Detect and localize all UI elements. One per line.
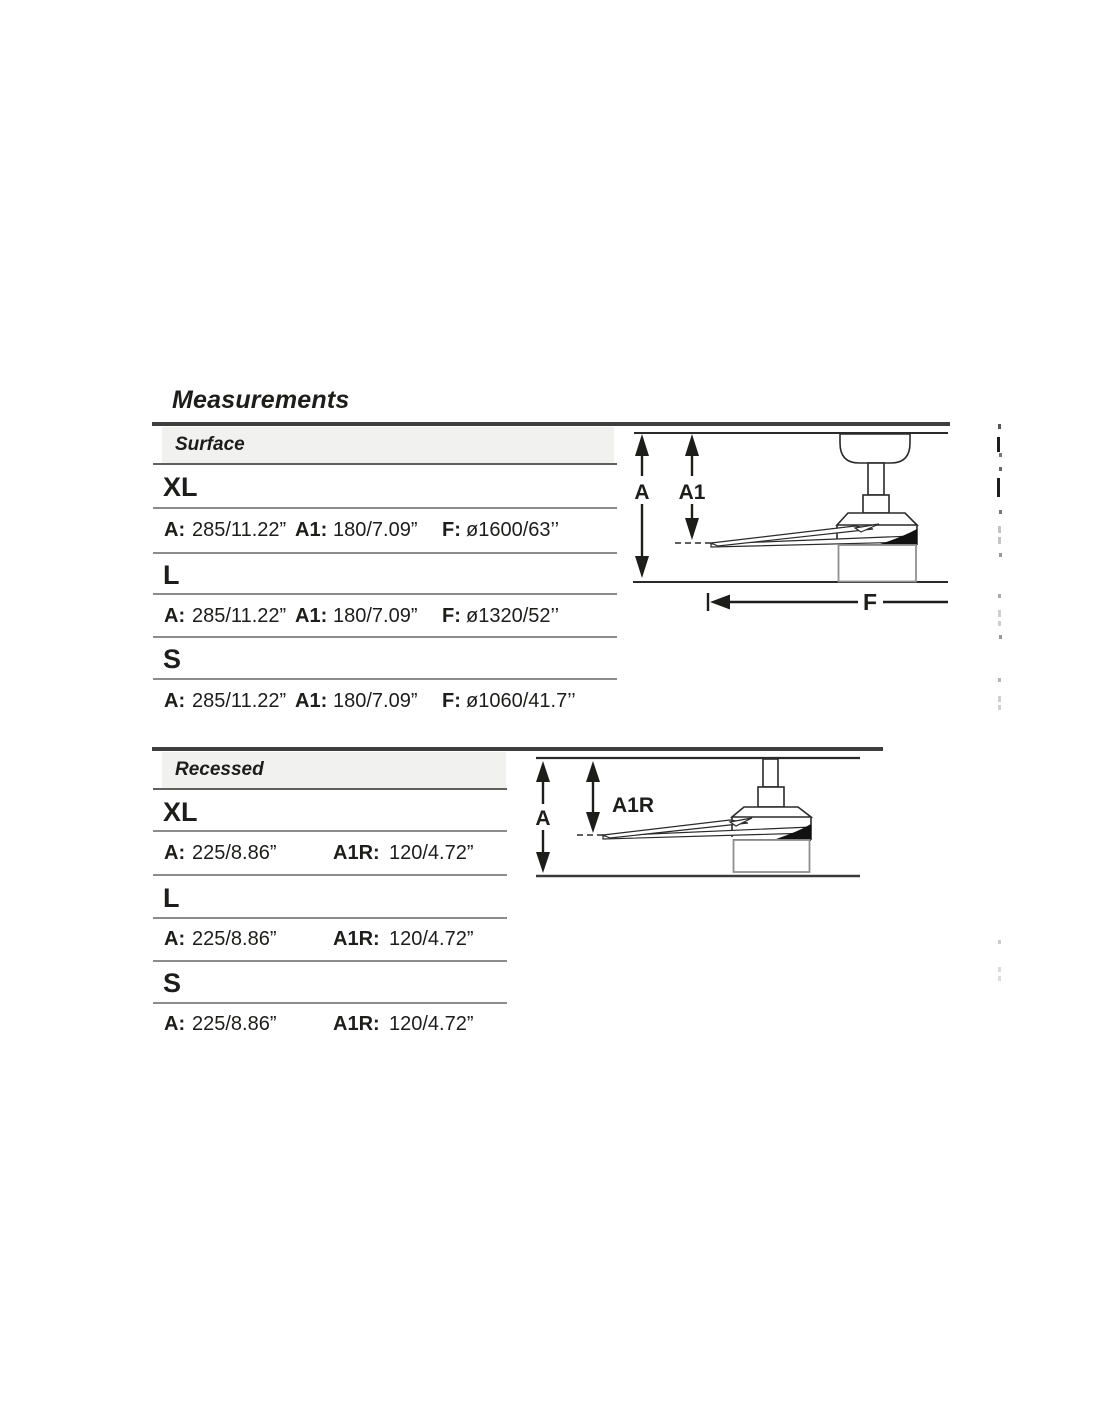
canopy <box>840 434 910 463</box>
spec-value: 120/4.72” <box>389 1013 474 1035</box>
spec-value: ø1600/63’’ <box>466 519 560 541</box>
surface-size-s: S <box>163 644 182 674</box>
spec-value: 225/8.86” <box>192 928 277 950</box>
spec-value: 120/4.72” <box>389 842 474 864</box>
spec-value: 285/11.22” <box>192 690 287 712</box>
spec-value: ø1320/52’’ <box>466 605 560 627</box>
spec-key: A: <box>164 928 186 950</box>
recessed-mounting-diagram <box>530 750 885 885</box>
spec-key: F: <box>442 690 461 712</box>
spec-key: A: <box>164 519 186 541</box>
spec-value: 180/7.09” <box>333 519 418 541</box>
recessed-size-l: L <box>163 883 180 913</box>
spec-key: A1: <box>295 690 328 712</box>
divider <box>153 593 617 595</box>
spec-key: F: <box>442 519 461 541</box>
spec-key: A1: <box>295 519 328 541</box>
rod-coupling <box>758 787 784 807</box>
spec-key: A: <box>164 1013 186 1035</box>
arrowhead-up-icon <box>586 761 600 782</box>
dim-label-a1r: A1R <box>612 794 655 817</box>
blade-tip <box>730 818 752 826</box>
dim-label-a1: A1 <box>678 481 706 504</box>
dim-arrow-a1r <box>586 761 654 833</box>
divider <box>153 507 617 509</box>
motor-top <box>732 807 811 817</box>
recessed-section-header: Recessed <box>162 752 506 788</box>
arrowhead-up-icon <box>685 434 699 456</box>
surface-size-xl: XL <box>163 472 198 502</box>
surface-section-header: Surface <box>162 427 614 463</box>
spec-value: 225/8.86” <box>192 842 277 864</box>
divider <box>153 1002 507 1004</box>
recessed-specs-s <box>152 1013 507 1037</box>
arrowhead-down-icon <box>635 556 649 578</box>
lower-housing <box>839 545 917 582</box>
surface-specs-l <box>152 605 617 629</box>
recessed-specs-xl <box>152 842 507 866</box>
divider <box>153 960 507 962</box>
surface-size-l: L <box>163 560 180 590</box>
arrowhead-up-icon <box>536 761 550 782</box>
divider <box>153 788 507 790</box>
spec-key: A1R: <box>333 928 380 950</box>
spec-value: 180/7.09” <box>333 690 418 712</box>
arrowhead-down-icon <box>536 852 550 873</box>
spec-key: A: <box>164 605 186 627</box>
divider <box>153 678 617 680</box>
divider <box>153 552 617 554</box>
spec-value: 225/8.86” <box>192 1013 277 1035</box>
divider <box>153 463 617 465</box>
surface-mounting-diagram <box>630 420 952 620</box>
downrod <box>868 463 884 495</box>
spec-value: 120/4.72” <box>389 928 474 950</box>
arrowhead-down-icon <box>586 812 600 833</box>
dim-label-f: F <box>862 589 878 615</box>
spec-value: 180/7.09” <box>333 605 418 627</box>
arrowhead-up-icon <box>635 434 649 456</box>
dim-arrow-a1 <box>675 434 710 540</box>
spec-key: A1: <box>295 605 328 627</box>
spec-key: A: <box>164 690 186 712</box>
spec-key: A1R: <box>333 1013 380 1035</box>
rod-coupling <box>863 495 889 513</box>
dim-arrow-f <box>708 589 948 615</box>
spec-key: A1R: <box>333 842 380 864</box>
dim-label-a: A <box>535 807 551 830</box>
spec-value: 285/11.22” <box>192 605 287 627</box>
motor-top <box>837 513 917 525</box>
spec-key: F: <box>442 605 461 627</box>
divider <box>153 830 507 832</box>
recessed-size-xl: XL <box>163 797 198 827</box>
downrod <box>763 759 778 787</box>
page-title: Measurements <box>172 386 350 414</box>
spec-value: 285/11.22” <box>192 519 287 541</box>
surface-specs-s <box>152 690 617 714</box>
dim-arrow-a <box>631 434 653 578</box>
recessed-size-s: S <box>163 968 182 998</box>
lower-housing <box>734 840 810 872</box>
divider <box>153 636 617 638</box>
fan-blades <box>603 818 811 839</box>
surface-specs-xl <box>152 519 617 543</box>
dim-arrow-a <box>532 761 554 873</box>
recessed-specs-l <box>152 928 507 952</box>
spec-value: ø1060/41.7’’ <box>466 690 576 712</box>
divider <box>153 917 507 919</box>
spec-key: A: <box>164 842 186 864</box>
dim-label-a: A <box>634 481 650 504</box>
divider <box>153 874 507 876</box>
arrowhead-left-icon <box>710 595 730 610</box>
arrowhead-down-icon <box>685 518 699 540</box>
